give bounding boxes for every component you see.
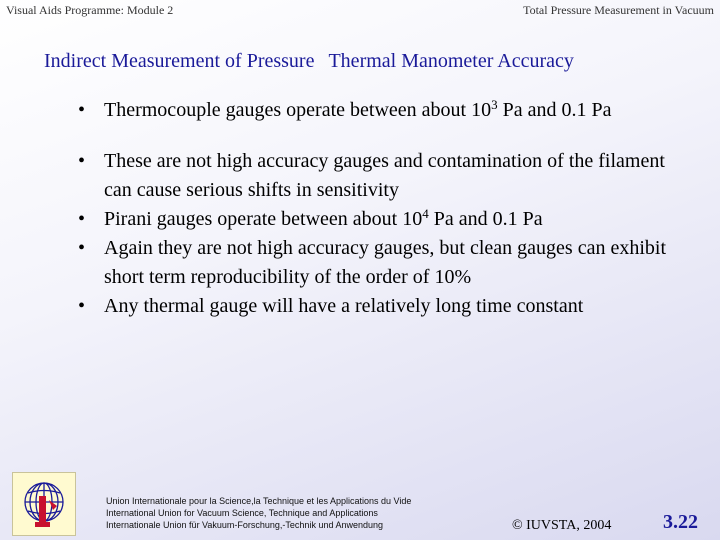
bullet-thermocouple-range: • Thermocouple gauges operate between about $10^3$ Pa and 0.1 Pa [72,96,682,125]
org-name-de: Internationale Union für Vakuum-Forschung,-Technik und Anwendung [106,520,384,530]
org-name-fr: Union Internationale pour la Science,la Technique et les Applications du Vide [106,496,412,506]
bullet-list [72,96,682,321]
org-name-en: International Union for Vacuum Science, Technique and Applications [106,508,378,518]
bullet-thermocouple-accuracy: • These are not high accuracy gauges and contamination of the filament can cause serious shifts in sensitivity [72,147,682,205]
globe-logo-icon [12,472,76,536]
bullet-pirani-range: • Pirani gauges operate between about $10^4$ Pa and 0.1 Pa [72,205,682,234]
slide-title [44,50,574,73]
module-header: Visual Aids Programme: Module 2 [6,3,174,17]
copyright: © IUVSTA, 2004 [512,518,612,533]
organization-names [106,495,411,531]
topic-header: Total Pressure Measurement in Vacuum [523,3,714,17]
title-part-1: Indirect Measurement of Pressure [44,50,315,72]
bullet-pirani-reproducibility: • Again they are not high accuracy gauges, but clean gauges can exhibit short term reproducibility of the order of 10% [72,234,682,292]
slide-number: 3.22 [663,511,698,533]
title-part-2: Thermal Manometer Accuracy [328,50,574,72]
bullet-time-constant: • Any thermal gauge will have a relatively long time constant [72,292,682,321]
